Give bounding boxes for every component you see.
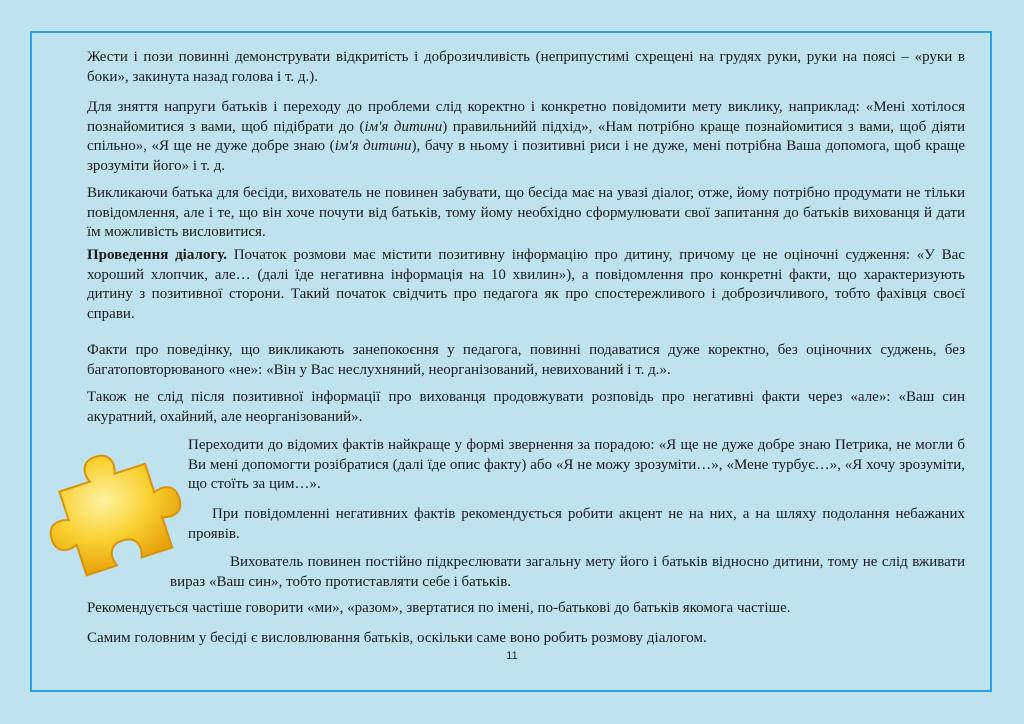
paragraph-conducting-dialogue — [87, 246, 965, 324]
paragraph-tension-text-a: Для зняття напруги батьків і переходу до проблеми слід коректно і конкретно повідомити мету виклику, наприклад: «Мені хотілося познайомитися з вами, щоб підібрати до ( — [87, 99, 965, 135]
child-name-italic: ім'я дитини — [334, 138, 412, 154]
paragraph-behavior-facts — [87, 341, 965, 380]
paragraph-tension-text-e: ), бачу в ньому і позитивні риси і не дуже, мені потрібна Ваша допомога, щоб краще зрозуміти його» і т. д. — [87, 138, 965, 174]
paragraph-dialogue-expectation-text: Викликаючи батька для бесіди, вихователь не повинен забувати, що бесіда має на увазі діалог, отже, йому потрібно продумати не тільки повідомлення, але і те, що він хоче почути від батьків, тому йому необхідно сформулювати свої запитання до батьків вихованця й дати їм можливість висловитися. — [87, 185, 965, 240]
paragraph-no-but — [87, 388, 965, 427]
paragraph-parents-speech — [87, 629, 965, 649]
paragraph-conducting-dialogue-text: Початок розмови має містити позитивну інформацію про дитину, причому це не оціночні судження: «У Вас хороший хлопчик, але… (далі їде негативна інформація на 10 хвилин»), а повідомлення про конкретні факти, що характеризують дитину з позитивної сторони. Такий початок свідчить про педагога як про спостережливого і доброзичливого, тобто фахівця своєї справи. — [87, 247, 965, 322]
puzzle-piece-icon — [38, 436, 188, 586]
paragraph-dialogue-expectation — [87, 184, 965, 243]
paragraph-we-together-text: Рекомендується частіше говорити «ми», «разом», звертатися по імені, по-батькові до батьків якомога частіше. — [87, 600, 791, 616]
paragraph-tension-text-c: ) правильнийй підхід», «Нам потрібно краще познайомитися з вами, щоб діяти спільно», «Я ще не дуже добре знаю ( — [87, 118, 965, 154]
paragraph-negative-facts — [188, 505, 965, 544]
paragraph-gestures — [87, 48, 965, 87]
child-name-italic: ім'я дитини — [364, 118, 443, 135]
paragraph-tension — [87, 98, 965, 176]
page-number: 11 — [506, 650, 518, 662]
section-heading: Проведення діалогу. — [87, 247, 227, 263]
paragraph-advice-request-text: Переходити до відомих фактів найкраще у формі звернення за порадою: «Я ще не дуже добре знаю Петрика, не могли б Ви мені допомогти розібратися (далі їде опис факту) або «Я не можу зрозуміти…», «Мене турбує…», «Я хочу зрозуміти, що стоїть за цим…». — [188, 437, 965, 492]
paragraph-gestures-text: Жести і пози повинні демонструвати відкритість і доброзичливість (неприпустимі схрещені на грудях руки, руки на поясі – «руки в боки», закинута назад голова і т. д.). — [87, 49, 965, 85]
paragraph-advice-request — [188, 436, 965, 495]
paragraph-common-goal — [170, 553, 965, 592]
paragraph-common-goal-text: Вихователь повинен постійно підкреслювати загальну мету його і батьків відносно дитини, тому не слід вживати вираз «Ваш син», тобто протиставляти себе і батьків. — [170, 554, 965, 590]
paragraph-no-but-text: Також не слід після позитивної інформації про вихованця продовжувати розповідь про негативні факти через «але»: «Ваш син акуратний, охайний, але неорганізований». — [87, 389, 965, 425]
paragraph-we-together — [87, 599, 965, 619]
paragraph-negative-facts-text: При повідомленні негативних фактів рекомендується робити акцент не на них, а на шляху подолання небажаних проявів. — [188, 506, 965, 542]
paragraph-behavior-facts-text: Факти про поведінку, що викликають занепокоєння у педагога, повинні подаватися дуже коректно, без оціночних суджень, без багатоповторюваного «не»: «Він у Вас неслухняний, неорганізований, невихований і т. д.». — [87, 342, 965, 378]
paragraph-parents-speech-text: Самим головним у бесіді є висловлювання батьків, оскільки саме воно робить розмову діалогом. — [87, 630, 707, 646]
